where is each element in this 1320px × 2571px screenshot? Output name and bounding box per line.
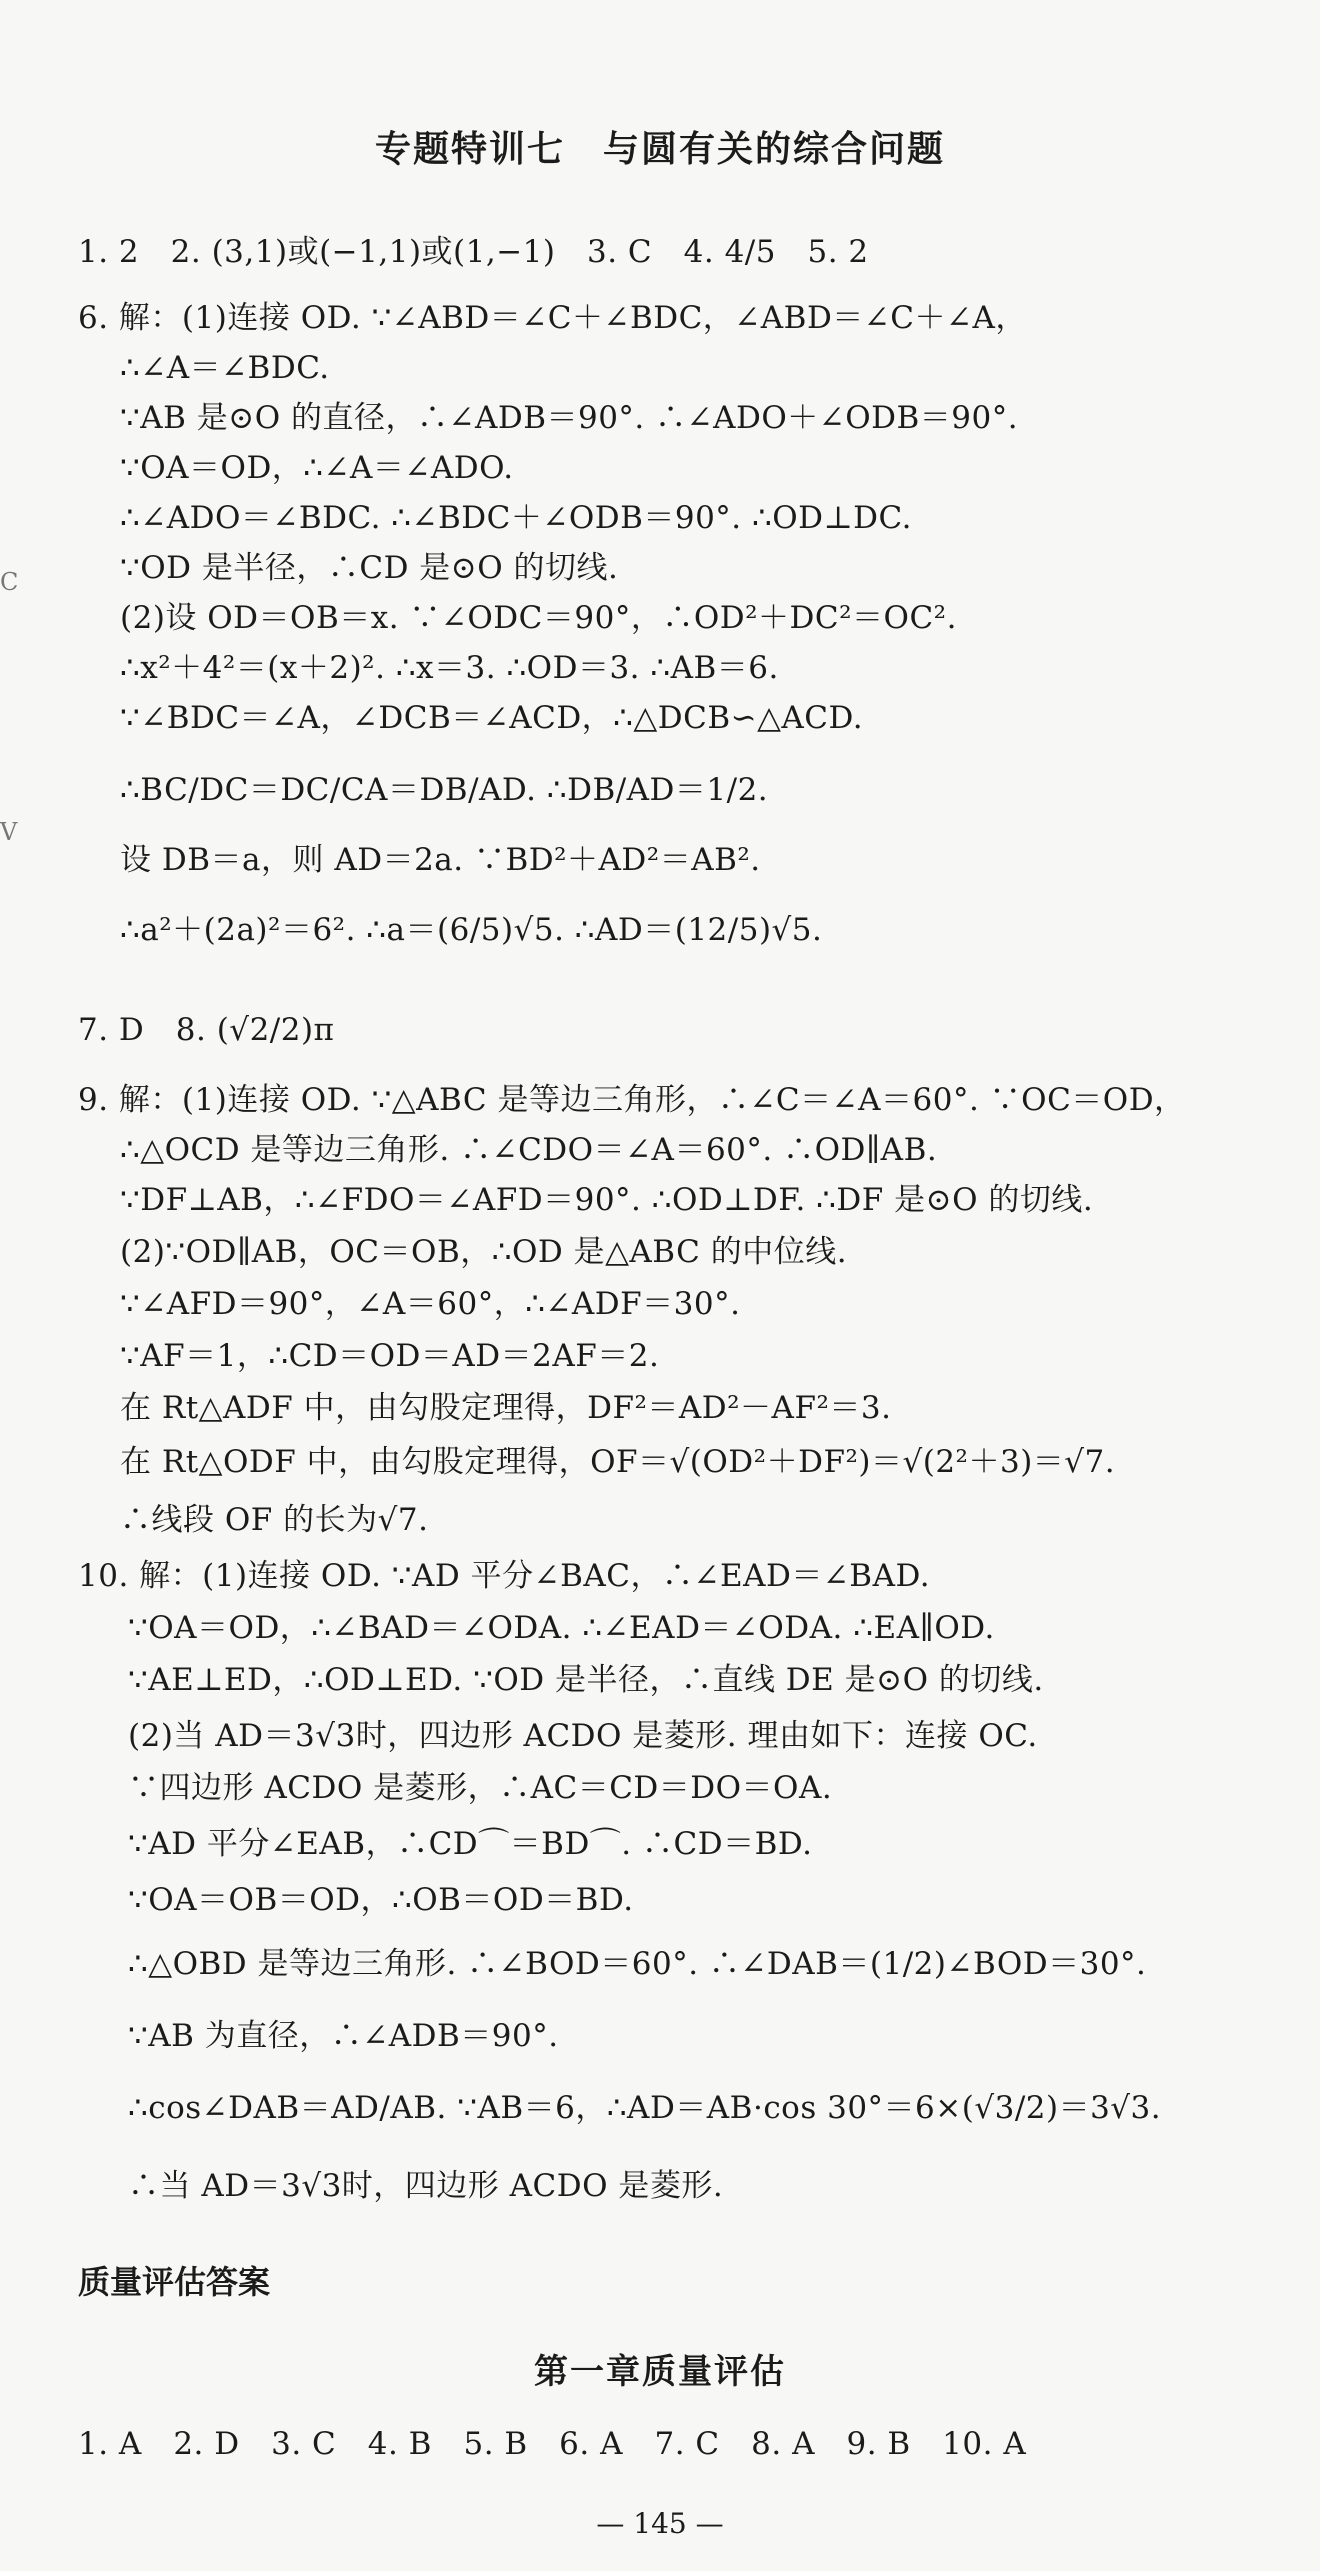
chapter-title: 第一章质量评估 <box>534 2352 786 2392</box>
q6-line-1: 6. 解：(1)连接 OD. ∵∠ABD＝∠C＋∠BDC，∠ABD＝∠C＋∠A， <box>78 300 1027 336</box>
q9-line-1: 9. 解：(1)连接 OD. ∵△ABC 是等边三角形，∴∠C＝∠A＝60°. ∵OC＝OD， <box>78 1082 1186 1118</box>
q6-line-11: 设 DB＝a，则 AD＝2a. ∵BD²＋AD²＝AB². <box>120 842 761 878</box>
q6-line-6: ∵OD 是半径，∴CD 是⊙O 的切线. <box>120 550 619 586</box>
q10-line-3: ∵AE⊥ED，∴OD⊥ED. ∵OD 是半径，∴直线 DE 是⊙O 的切线. <box>128 1662 1044 1698</box>
q6-line-7: (2)设 OD＝OB＝x. ∵∠ODC＝90°，∴OD²＋DC²＝OC². <box>120 600 957 636</box>
q6-line-4: ∵OA＝OD，∴∠A＝∠ADO. <box>120 450 514 486</box>
q9-line-7: 在 Rt△ADF 中，由勾股定理得，DF²＝AD²－AF²＝3. <box>120 1390 892 1426</box>
q10-line-11: ∴当 AD＝3√3时，四边形 ACDO 是菱形. <box>128 2168 724 2204</box>
q6-line-12: ∴a²＋(2a)²＝6². ∴a＝(6/5)√5. ∴AD＝(12/5)√5. <box>120 912 823 948</box>
answer-line-7-8: 7. D 8. (√2/2)π <box>78 1012 335 1048</box>
q10-line-8: ∴△OBD 是等边三角形. ∴∠BOD＝60°. ∴∠DAB＝(1/2)∠BOD＝30°. <box>128 1946 1147 1982</box>
section-heading: 质量评估答案 <box>78 2263 271 2301</box>
q10-line-2: ∵OA＝OD，∴∠BAD＝∠ODA. ∴∠EAD＝∠ODA. ∴EA∥OD. <box>128 1610 995 1646</box>
q10-line-7: ∵OA＝OB＝OD，∴OB＝OD＝BD. <box>128 1882 634 1918</box>
q6-line-3: ∵AB 是⊙O 的直径，∴∠ADB＝90°. ∴∠ADO＋∠ODB＝90°. <box>120 400 1019 436</box>
q6-line-5: ∴∠ADO＝∠BDC. ∴∠BDC＋∠ODB＝90°. ∴OD⊥DC. <box>120 500 912 536</box>
q9-line-3: ∵DF⊥AB，∴∠FDO＝∠AFD＝90°. ∴OD⊥DF. ∴DF 是⊙O 的切线. <box>120 1182 1094 1218</box>
q10-line-4: (2)当 AD＝3√3时，四边形 ACDO 是菱形. 理由如下：连接 OC. <box>128 1718 1038 1754</box>
q10-line-5: ∵四边形 ACDO 是菱形，∴AC＝CD＝DO＝OA. <box>128 1770 833 1806</box>
answer-line-1: 1. 2 2. (3,1)或(−1,1)或(1,−1) 3. C 4. 4/5 5. 2 <box>78 234 869 270</box>
q9-line-8: 在 Rt△ODF 中，由勾股定理得，OF＝√(OD²＋DF²)＝√(2²＋3)＝√7. <box>120 1444 1116 1480</box>
q10-line-9: ∵AB 为直径，∴∠ADB＝90°. <box>128 2018 559 2054</box>
q6-line-2: ∴∠A＝∠BDC. <box>120 350 330 386</box>
q9-line-2: ∴△OCD 是等边三角形. ∴∠CDO＝∠A＝60°. ∴OD∥AB. <box>120 1132 938 1168</box>
page-title: 专题特训七 与圆有关的综合问题 <box>374 129 945 170</box>
page-number: — 145 — <box>596 2507 724 2540</box>
chapter-answers: 1. A 2. D 3. C 4. B 5. B 6. A 7. C 8. A 9. B 10. A <box>78 2426 1027 2462</box>
q10-line-10: ∴cos∠DAB＝AD/AB. ∵AB＝6，∴AD＝AB·cos 30°＝6×(√3/2)＝3√3. <box>128 2090 1162 2126</box>
q6-line-10: ∴BC/DC＝DC/CA＝DB/AD. ∴DB/AD＝1/2. <box>120 772 769 808</box>
edge-mark-bottom: V <box>0 818 18 846</box>
q9-line-5: ∵∠AFD＝90°，∠A＝60°，∴∠ADF＝30°. <box>120 1286 741 1322</box>
q6-line-9: ∵∠BDC＝∠A，∠DCB＝∠ACD，∴△DCB∽△ACD. <box>120 700 864 736</box>
q10-line-1: 10. 解：(1)连接 OD. ∵AD 平分∠BAC，∴∠EAD＝∠BAD. <box>78 1558 931 1594</box>
q9-line-9: ∴线段 OF 的长为√7. <box>120 1502 429 1538</box>
q9-line-4: (2)∵OD∥AB，OC＝OB，∴OD 是△ABC 的中位线. <box>120 1234 848 1270</box>
q9-line-6: ∵AF＝1，∴CD＝OD＝AD＝2AF＝2. <box>120 1338 660 1374</box>
edge-mark-top: C <box>0 568 19 596</box>
q10-line-6: ∵AD 平分∠EAB，∴CD⌒＝BD⌒. ∴CD＝BD. <box>128 1826 813 1862</box>
q6-line-8: ∴x²＋4²＝(x＋2)². ∴x＝3. ∴OD＝3. ∴AB＝6. <box>120 650 779 686</box>
